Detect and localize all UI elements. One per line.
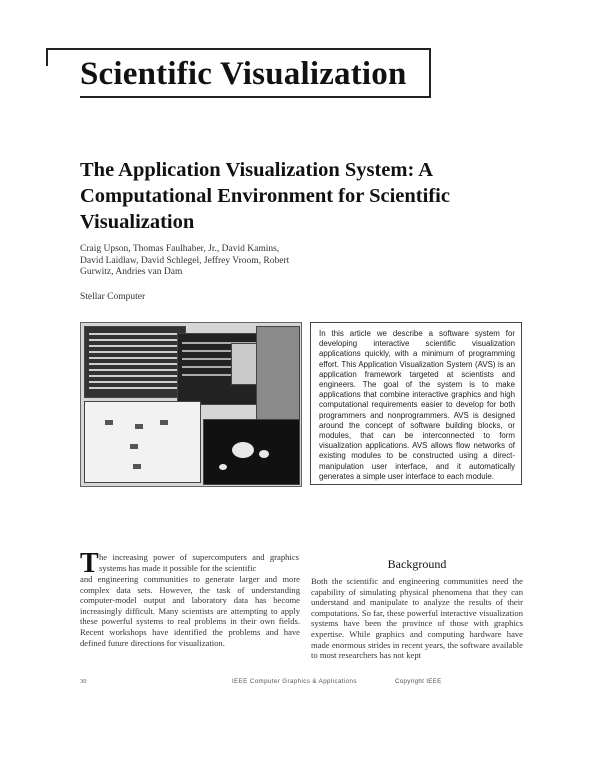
header-rule-right: [429, 48, 431, 98]
body-text-left: and engineering communities to generate larger and more complex data sets. However, the task of understanding computer-model output and laboratory data has become increasingly difficult. Many scientists are attempting to apply these powerful systems to real problems in their own fields. Recent workshops have identified the problems and have defined future directions for visualization.: [80, 574, 300, 648]
figure-network-editor-window: [84, 401, 201, 483]
header-rule-top: [46, 48, 431, 50]
header-rule-bottom: [80, 96, 431, 98]
header-rule-left: [46, 48, 48, 66]
author-affiliation: Stellar Computer: [80, 292, 146, 302]
footer-publisher: Copyright IEEE: [395, 678, 442, 685]
figure-control-panel-window: [256, 326, 300, 423]
article-title: The Application Visualization System: A Computational Environment for Scientific Visualization: [80, 159, 450, 233]
body-text-right: Both the scientific and engineering communities need the capability of simulating physical phenomena that they can understand and manipulate to analyze the results of their computations. So far, these powerful interactive visualization systems have been the province of those with graphics expertise. While graphics and computing hardware have made enormous strides in recent years, the software available to most researchers has not kept: [311, 576, 523, 661]
author-list: Craig Upson, Thomas Faulhaber, Jr., David Kamins, David Laidlaw, David Schlegel, Jeffrey Vroom, Robert Gurwitz, Andries van Dam: [80, 244, 290, 278]
figure-geometry-viewer-window: [203, 419, 300, 485]
page-number: 30: [80, 678, 87, 685]
abstract-box: In this article we describe a software system for developing interactive scientific visualization applications quickly, with a minimum of programming effort. This Application Visualization System (AVS) is an application framework targeted at scientists and engineers. The goal of the system is to make applications that combine interactive graphics and high computational requirements easier to develop for both programmers and nonprogrammers. AVS is designed around the concept of software building blocks, or modules, that can be interconnected to form visualization applications. AVS allows flow networks of existing modules to be constructed using a direct-manipulation user interface, and it automatically generates a simple user interface to each module.: [310, 322, 522, 485]
drop-cap: T: [80, 548, 99, 579]
section-title: Scientific Visualization: [80, 56, 407, 92]
avs-screenshot-figure: [80, 322, 302, 487]
footer-issue: IEEE Computer Graphics & Applications: [232, 678, 357, 685]
body-text-left-first: he increasing power of supercomputers and graphics systems has made it possible for the scientific: [99, 552, 299, 573]
background-heading: Background: [387, 557, 447, 571]
figure-module-palette-window: [84, 326, 186, 398]
